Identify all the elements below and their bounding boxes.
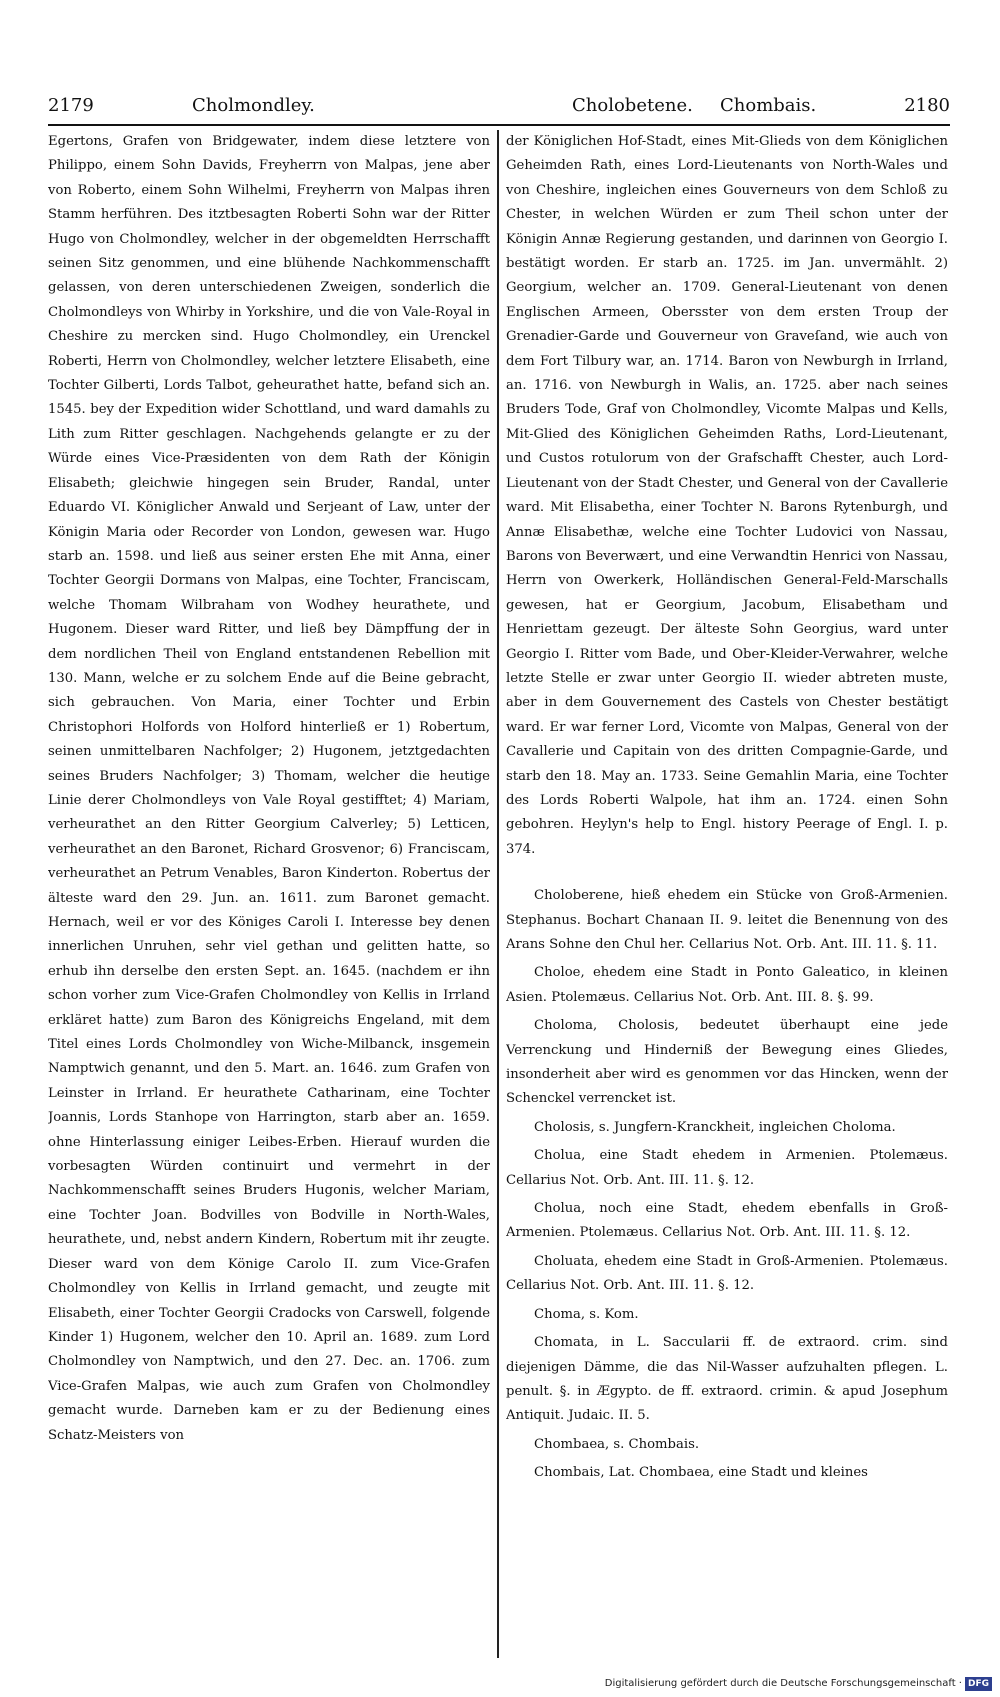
column-divider	[497, 130, 499, 1658]
right-column-text: der Königlichen Hof-Stadt, eines Mit-Glieds von dem Königlichen Geheimden Rath, eines Lord-Lieutenants von North-Wales und von Cheshire, ingleichen eines Gouverneurs von dem Schloß zu Chester, in welchen Würden er zum Theil schon unter der Königin Annæ Regierung gestanden, und darinnen von Georgio I. bestätigt worden. Er starb an. 1725. im Jan. unvermählt. 2) Georgium, welcher an. 1709. General-Lieutenant von denen Englischen Armeen, Obersster von dem ersten Troup der Grenadier-Garde und Gouverneur von Graveſand, wie auch von dem Fort Tilbury war, an. 1714. Baron von Newburgh in Irrland, an. 1716. von Newburgh in Walis, an. 1725. aber nach seines Bruders Tode, Graf von Cholmondley, Vicomte Malpas und Kells, Mit-Glied des Königlichen Geheimden Raths, Lord-Lieutenant, und Custos rotulorum von der Grafschafft Chester, auch Lord-Lieutenant von der Stadt Chester, und General von der Cavallerie ward. Mit Elisabetha, einer Tochter N. Barons Rytenburgh, und Annæ Elisabethæ, welche eine Tochter Ludovici von Nassau, Barons von Beverwært, und eine Verwandtin Henrici von Nassau, Herrn von Owerkerk, Holländischen General-Feld-Marschalls gewesen, hat er Georgium, Jacobum, Elisabetham und Henriettam gezeugt. Der älteste Sohn Georgius, ward unter Georgio I. Ritter vom Bade, und Ober-Kleider-Verwahrer, welche letzte Stelle er zwar unter Georgio II. wieder abtreten muste, aber in dem Gouvernement des Castels von Chester bestätigt ward. Er war ferner Lord, Vicomte von Malpas, General von der Cavallerie und Capitain von des dritten Compagnie-Garde, und starb den 18. May an. 1733. Seine Gemahlin Maria, eine Tochter des Lords Roberti Walpole, hat ihm an. 1724. einen Sohn gebohren. Heylyn's help to Engl. history Peerage of Engl. I. p. 374.	[506, 134, 948, 857]
headword-left: Cholmondley.	[192, 95, 315, 116]
header-rule	[48, 124, 950, 126]
entry-chomata: Chomata, in L. Saccularii ff. de extraord. crim. sind diejenigen Dämme, die das Nil-Wasser aufzuhalten pflegen. L. penult. §. in Ægypto. de ff. extraord. crimin. & apud Josephum Antiquit. Judaic. II. 5.	[506, 1335, 948, 1424]
entry-chombais: Chombais, Lat. Chombaea, eine Stadt und kleines	[534, 1465, 868, 1481]
digitization-footer	[605, 1677, 992, 1691]
running-header	[48, 92, 950, 122]
left-column-text: Egertons, Grafen von Bridgewater, indem diese letztere von Philippo, einem Sohn Davids, Freyherrn von Malpas, jene aber von Roberto, einem Sohn Wilhelmi, Freyherrn von Malpas ihren Stamm herführen. Des itztbesagten Roberti Sohn war der Ritter Hugo von Cholmondley, welcher in der obgemeldten Herrschafft seinen Sitz genommen, und eine blühende Nachkommenschafft gelassen, von deren unterschiedenen Zweigen, sonderlich die Cholmondleys von Whirby in Yorkshire, und die von Vale-Royal in Cheshire zu mercken sind. Hugo Cholmondley, ein Urenckel Roberti, Herrn von Cholmondley, welcher letztere Elisabeth, eine Tochter Gilberti, Lords Talbot, geheurathet hatte, befand sich an. 1545. bey der Expedition wider Schottland, und ward damahls zu Lith zum Ritter geschlagen. Nachgehends gelangte er zu der Würde eines Vice-Præsidenten von dem Rath der Königin Elisabeth; gleichwie hingegen sein Bruder, Randal, unter Eduardo VI. Königlicher Anwald und Serjeant of Law, unter der Königin Maria oder Recorder von London, gewesen war. Hugo starb an. 1598. und ließ aus seiner ersten Ehe mit Anna, einer Tochter Georgii Dormans von Malpas, eine Tochter, Franciscam, welche Thomam Wilbraham von Wodhey heurathete, und Hugonem. Dieser ward Ritter, und ließ bey Dämpffung der in dem nordlichen Theil von England entstandenen Rebellion mit 130. Mann, welche er zu solchem Ende auf die Beine gebracht, sich gebrauchen. Von Maria, einer Tochter und Erbin Christophori Holfords von Holford hinterließ er 1) Robertum, seinen unmittelbaren Nachfolger; 2) Hugonem, jetztgedachten seines Bruders Nachfolger; 3) Thomam, welcher die heutige Linie derer Cholmondleys von Vale Royal gestifftet; 4) Mariam, verheurathet an den Ritter Georgium Calverley; 5) Letticen, verheurathet an den Baronet, Richard Grosvenor; 6) Franciscam, verheurathet an Petrum Venables, Baron Kinderton. Robertus der älteste ward den 29. Jun. an. 1611. zum Baronet gemacht. Hernach, weil er vor des Königes Caroli I. Interesse bey denen innerlichen Unruhen, sehr viel gethan und gelitten hatte, so erhub ihn derselbe den ersten Sept. an. 1645. (nachdem er ihn schon vorher zum Vice-Grafen Cholmondley von Kellis in Irrland erkläret hatte) zum Baron des Königreichs Engeland, mit dem Titel eines Lords Cholmondley von Wiche-Milbanck, insgemein Namptwich genannt, und den 5. Mart. an. 1646. zum Grafen von Leinster in Irrland. Er heurathete Catharinam, eine Tochter Joannis, Lords Stanhope von Harrington, starb aber an. 1659. ohne Hinterlassung einiger Leibes-Erben. Hierauf wurden die vorbesagten Würden continuirt und vermehrt in der Nachkommenschafft seines Bruders Hugonis, welcher Mariam, eine Tochter Joan. Bodvilles von Bodville in North-Wales, heurathete, und, nebst andern Kindern, Robertum mit ihr zeugte. Dieser ward von dem Könige Carolo II. zum Vice-Grafen Cholmondley von Kellis in Irrland gemacht, und zeugte mit Elisabeth, einer Tochter Georgii Cradocks von Carswell, folgende Kinder 1) Hugonem, welcher den 10. April an. 1689. zum Lord Cholmondley von Namptwich, und den 27. Dec. an. 1706. zum Vice-Grafen Malpas, wie auch zum Grafen von Cholmondley gemacht wurde. Darneben kam er zu der Bedienung eines Schatz-Meisters von	[48, 134, 490, 1443]
page-number-right: 2180	[904, 95, 950, 116]
right-column	[506, 130, 948, 1660]
entry-choma: Choma, s. Kom.	[534, 1306, 639, 1322]
entry-choloma: Choloma, Cholosis, bedeutet überhaupt eine jede Verrenckung und Hinderniß der Bewegung eines Gliedes, insonderheit aber wird es genommen vor das Hincken, wenn der Schenckel verrencket ist.	[506, 1018, 948, 1107]
footer-text: Digitalisierung gefördert durch die Deutsche Forschungsgemeinschaft ·	[604, 1678, 962, 1689]
entry-chombaea: Chombaea, s. Chombais.	[534, 1436, 700, 1452]
entry-choloberene: Choloberene, hieß ehedem ein Stücke von Groß-Armenien. Stephanus. Bochart Chanaan II. 9. leitet die Benennung von des Arans Sohne den Chul her. Cellarius Not. Orb. Ant. III. 11. §. 11.	[506, 888, 948, 952]
entry-cholua: Cholua, eine Stadt ehedem in Armenien. Ptolemæus. Cellarius Not. Orb. Ant. III. 11. §. 12.	[506, 1148, 948, 1188]
page-number-left: 2179	[48, 95, 94, 116]
entry-choluata: Choluata, ehedem eine Stadt in Groß-Armenien. Ptolemæus. Cellarius Not. Orb. Ant. III. 11. §. 12.	[506, 1253, 948, 1294]
entry-cholua-2: Cholua, noch eine Stadt, ehedem ebenfalls in Groß-Armenien. Ptolemæus. Cellarius Not. Orb. Ant. III. 11. §. 12.	[506, 1201, 948, 1241]
entry-choloe: Choloe, ehedem eine Stadt in Ponto Galeatico, in kleinen Asien. Ptolemæus. Cellarius Not. Orb. Ant. III. 8. §. 99.	[506, 965, 948, 1005]
left-column	[48, 130, 490, 1660]
dictionary-entries	[506, 884, 948, 1485]
dfg-logo: DFG	[965, 1677, 992, 1691]
headword-right-second: Chombais.	[720, 95, 817, 116]
entry-cholosis: Cholosis, s. Jungfern-Kranckheit, ingleichen Choloma.	[534, 1119, 896, 1135]
headword-right-first: Cholobetene.	[572, 95, 693, 116]
